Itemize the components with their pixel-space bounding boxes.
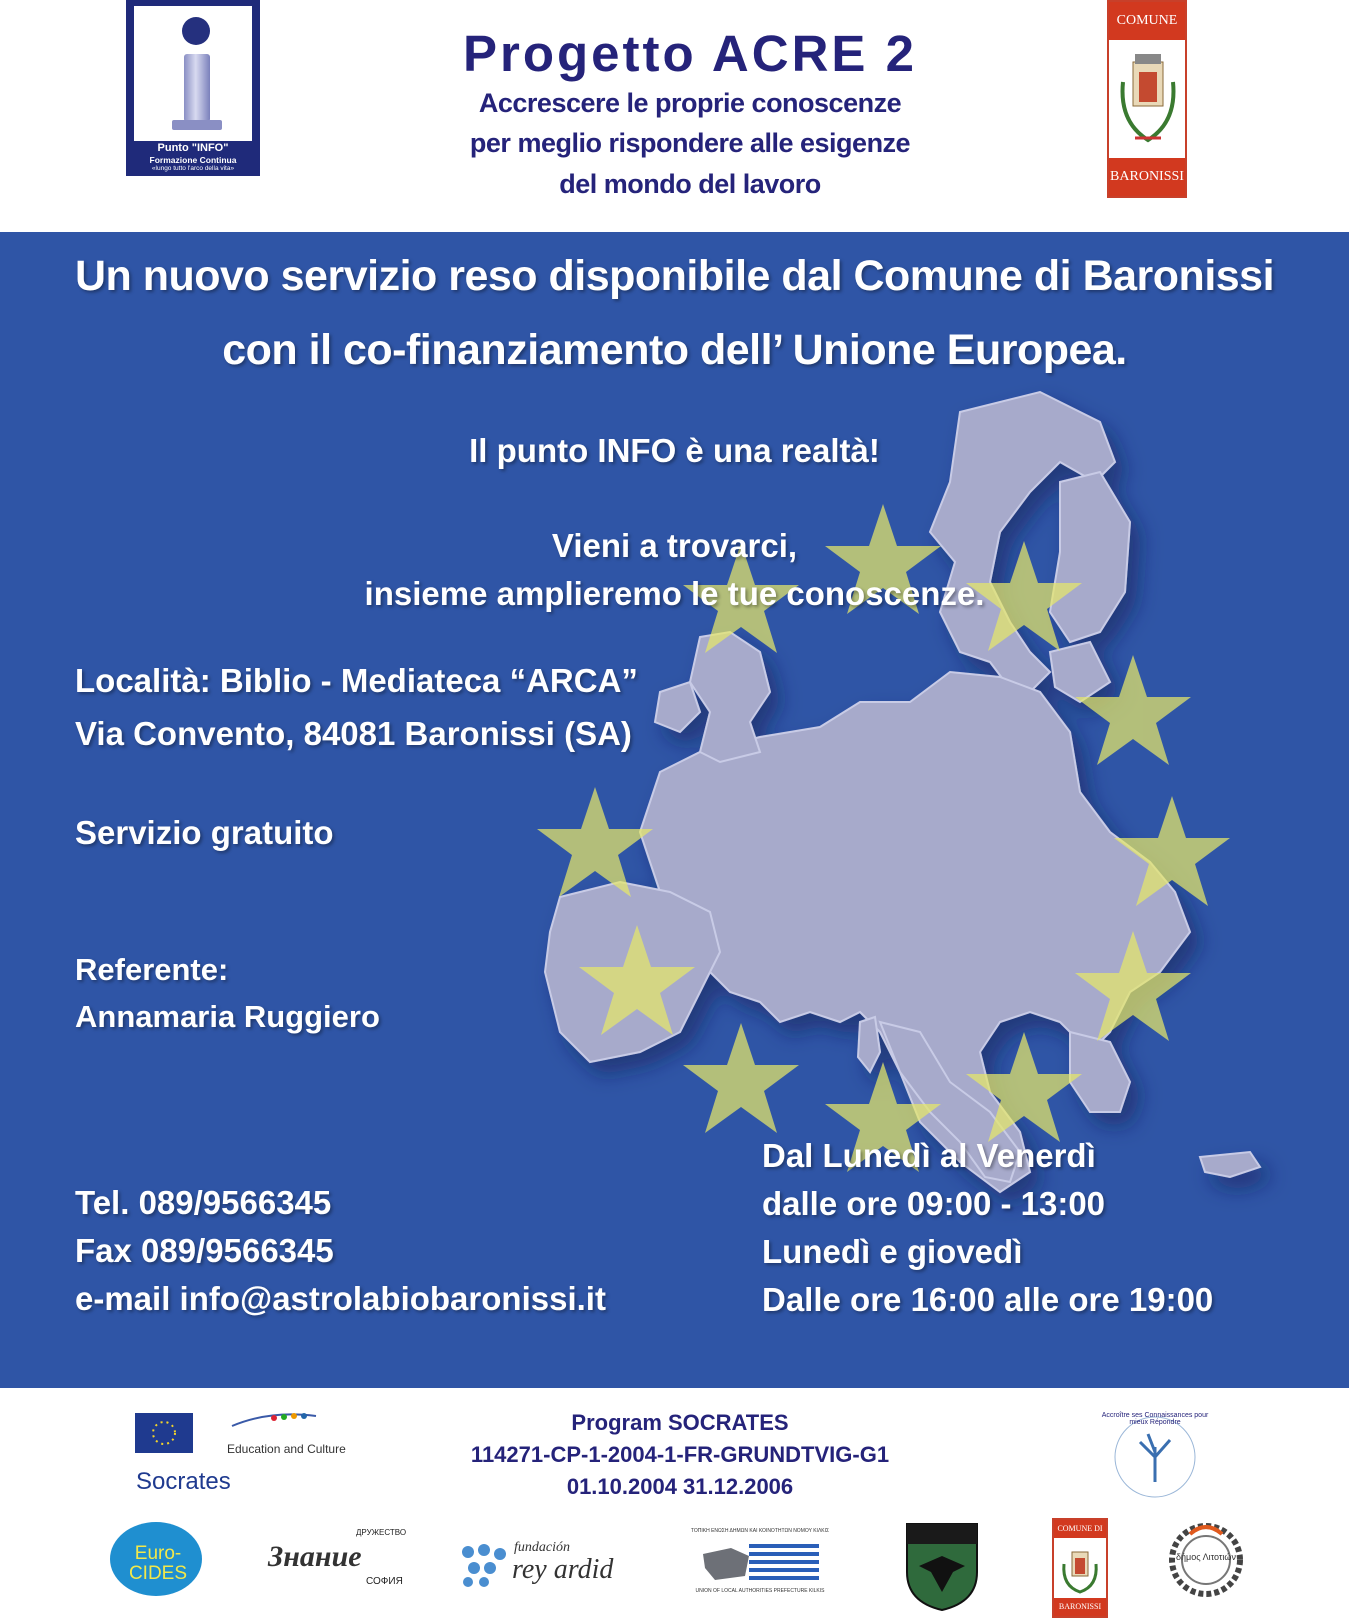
- dots-icon: [458, 1542, 510, 1588]
- kilkis-bottom-text: UNION OF LOCAL AUTHORITIES PREFECTURE KILKIS: [695, 1588, 825, 1594]
- program-dates: 01.10.2004 31.12.2006: [566, 1474, 794, 1499]
- znanie-name: Знание: [268, 1540, 362, 1573]
- comune-logo-top: COMUNE: [1109, 2, 1185, 40]
- hours-line-1: Dal Lunedì al Venerdì: [762, 1137, 1096, 1174]
- greek-flag-map-icon: [701, 1540, 819, 1584]
- info-logo-line3: «lungo tutto l'arco della vita»: [151, 165, 235, 172]
- education-culture-icon: [230, 1410, 320, 1430]
- hours-line-3: Lunedì e giovedì: [762, 1233, 1023, 1270]
- eurocides-text: Euro-CIDES: [128, 1543, 188, 1584]
- comune-small-top: COMUNE DI: [1054, 1520, 1106, 1538]
- hours-line-4: Dalle ore 16:00 alle ore 19:00: [762, 1281, 1214, 1318]
- contact-tel: Tel. 089/9566345: [75, 1184, 332, 1221]
- acre-logo-text: Accroître ses Connaissances pour mieux Répondre: [1101, 1412, 1209, 1426]
- info-logo-line2: Formazione Continua: [149, 155, 237, 165]
- comune-logo-bottom: BARONISSI: [1109, 158, 1185, 196]
- info-logo-line1: Punto "INFO": [157, 142, 229, 154]
- hours-line-2: dalle ore 09:00 - 13:00: [762, 1185, 1106, 1222]
- info-panel: [0, 232, 1349, 1388]
- eu-stars-icon: [181, 16, 211, 46]
- subtitle-line-3: del mondo del lavoro: [559, 169, 821, 199]
- tagline: Il punto INFO è una realtà!: [469, 432, 880, 469]
- kilkis-logo: [665, 1528, 855, 1598]
- subtitle-line-1: Accrescere le proprie conoscenze: [478, 88, 902, 118]
- znanie-city: СОФИЯ: [366, 1576, 403, 1587]
- eagle-crest-logo: [905, 1522, 979, 1612]
- service-free: Servizio gratuito: [75, 814, 334, 851]
- rey-ardid-logo: [458, 1538, 638, 1590]
- znanie-top-text: ДРУЖЕСТВО: [356, 1528, 407, 1537]
- subtitle-line-2: per meglio rispondere alle esigenze: [469, 128, 911, 158]
- program-code: 114271-CP-1-2004-1-FR-GRUNDTVIG-G1: [470, 1442, 890, 1467]
- comune-small-bottom: BARONISSI: [1054, 1598, 1106, 1616]
- eu-flag-icon: [135, 1413, 193, 1453]
- headline-line-1: Un nuovo servizio reso disponibile dal Comune di Baronissi: [74, 252, 1275, 300]
- referent-name: Annamaria Ruggiero: [75, 999, 380, 1034]
- location-line-1: Località: Biblio - Mediateca “ARCA”: [75, 662, 638, 699]
- education-culture-caption: Education and Culture: [227, 1442, 346, 1456]
- socrates-name: Socrates: [136, 1468, 231, 1495]
- page-title: Progetto ACRE 2: [463, 25, 917, 82]
- info-icon: [134, 6, 252, 141]
- comune-small-logo: [1052, 1518, 1108, 1618]
- invite-line-2: insieme amplieremo le tue conoscenze.: [364, 575, 985, 612]
- crest-small-icon: [1060, 1542, 1100, 1594]
- comune-baronissi-logo: [1107, 0, 1187, 198]
- crest-icon: [1115, 42, 1181, 156]
- acre-logo: [1100, 1412, 1210, 1502]
- punto-info-logo: [126, 0, 260, 176]
- referent-label: Referente:: [75, 952, 229, 987]
- eurocides-logo: [110, 1518, 220, 1598]
- dimos-logo: [1168, 1522, 1244, 1598]
- eagle-shield-icon: [905, 1522, 979, 1612]
- rey-ardid-name: rey ardid: [512, 1554, 614, 1585]
- contact-fax: Fax 089/9566345: [75, 1232, 334, 1269]
- location-line-2: Via Convento, 84081 Baronissi (SA): [75, 715, 632, 752]
- kilkis-top-text: ΤΟΠΙΚΗ ΕΝΩΣΗ ΔΗΜΩΝ ΚΑΙ ΚΟΙΝΟΤΗΤΩΝ ΝΟΜΟΥ ΚΙΛΚΙΣ: [690, 1528, 830, 1534]
- rey-ardid-top: fundación: [514, 1540, 570, 1555]
- dimos-text: δήμος Λιτοτιών: [1176, 1552, 1236, 1562]
- headline-line-2: con il co-finanziamento dell’ Unione Europea.: [222, 326, 1127, 374]
- invite-line-1: Vieni a trovarci,: [551, 527, 798, 564]
- program-name: Program SOCRATES: [571, 1410, 789, 1435]
- contact-email[interactable]: e-mail info@astrolabiobaronissi.it: [75, 1280, 606, 1317]
- socrates-logo: [130, 1408, 360, 1508]
- znanie-logo: [268, 1528, 418, 1590]
